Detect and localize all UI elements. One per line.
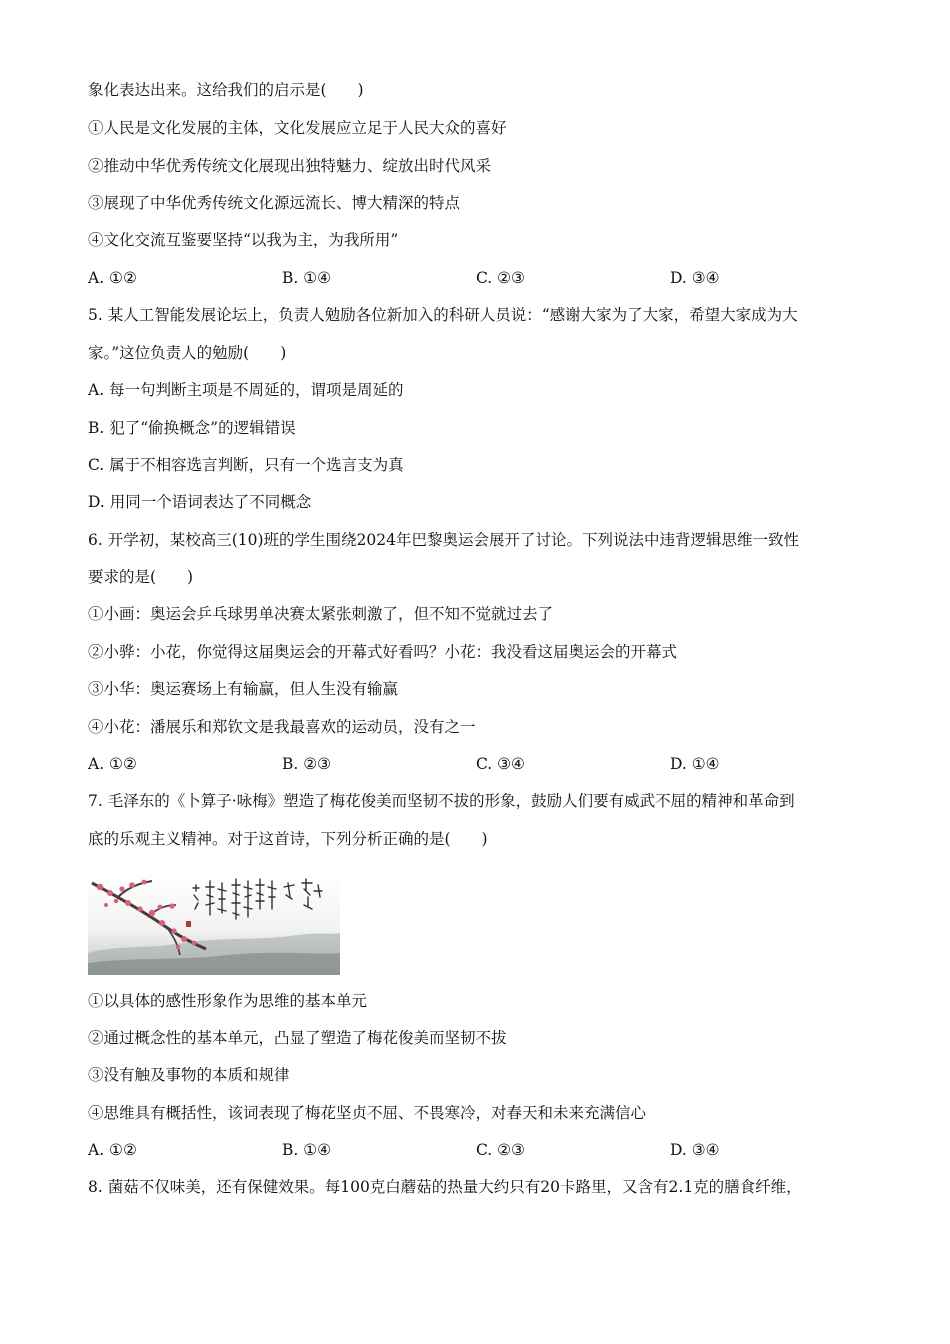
question-6: 6. 开学初，某校高三(10)班的学生围绕2024年巴黎奥运会展开了讨论。下列说法中违背逻辑思维一致性: [88, 531, 799, 549]
text-line: ①人民是文化发展的主体，文化发展应立足于人民大众的喜好: [88, 119, 507, 137]
option-line: B. 犯了“偷换概念”的逻辑错误: [88, 419, 296, 437]
option-c: C. ③④: [476, 755, 525, 773]
option-b: B. ①④: [282, 1141, 332, 1159]
text-line: ①以具体的感性形象作为思维的基本单元: [88, 992, 368, 1010]
option-a: A. ①②: [88, 1141, 137, 1159]
text-line: 家。”这位负责人的勉励( ): [88, 344, 287, 362]
text-line: 底的乐观主义精神。对于这首诗，下列分析正确的是( ): [88, 830, 488, 848]
text-line: ③展现了中华优秀传统文化源远流长、博大精深的特点: [88, 194, 461, 212]
option-c: C. ②③: [476, 269, 525, 287]
answer-options: [88, 1140, 888, 1160]
option-b: B. ②③: [282, 755, 332, 773]
option-d: D. ③④: [670, 269, 720, 287]
question-5: 5. 某人工智能发展论坛上，负责人勉励各位新加入的科研人员说：“感谢大家为了大家，希望大家成为大: [88, 306, 798, 324]
text-line: ③小华：奥运赛场上有输赢，但人生没有输赢: [88, 680, 399, 698]
option-line: C. 属于不相容选言判断，只有一个选言支为真: [88, 456, 404, 474]
text-line: 要求的是( ): [88, 568, 194, 586]
text-line: ③没有触及事物的本质和规律: [88, 1066, 290, 1084]
text-line: ①小画：奥运会乒乓球男单决赛太紧张刺激了，但不知不觉就过去了: [88, 605, 554, 623]
text-line: ②小骅：小花，你觉得这届奥运会的开幕式好看吗？小花：我没看这届奥运会的开幕式: [88, 643, 678, 661]
text-line: ④思维具有概括性，该词表现了梅花坚贞不屈、不畏寒冷，对春天和未来充满信心: [88, 1104, 647, 1122]
option-c: C. ②③: [476, 1141, 525, 1159]
plum-blossom-calligraphy-image: [88, 875, 340, 975]
option-d: D. ①④: [670, 755, 720, 773]
text-line: ④文化交流互鉴要坚持“以我为主，为我所用”: [88, 231, 399, 249]
question-8: 8. 菌菇不仅味美，还有保健效果。每100克白蘑菇的热量大约只有20卡路里，又含有2.1克的膳食纤维，: [88, 1178, 802, 1196]
option-line: A. 每一句判断主项是不周延的，谓项是周延的: [88, 381, 404, 399]
text-line: ②通过概念性的基本单元，凸显了塑造了梅花俊美而坚韧不拔: [88, 1029, 507, 1047]
text-line: 象化表达出来。这给我们的启示是( ): [88, 81, 364, 99]
text-line: ④小花：潘展乐和郑钦文是我最喜欢的运动员，没有之一: [88, 718, 476, 736]
option-b: B. ①④: [282, 269, 332, 287]
answer-options: [88, 268, 888, 288]
option-line: D. 用同一个语词表达了不同概念: [88, 493, 312, 511]
answer-options: [88, 754, 888, 774]
option-d: D. ③④: [670, 1141, 720, 1159]
option-a: A. ①②: [88, 269, 137, 287]
option-a: A. ①②: [88, 755, 137, 773]
question-7: 7. 毛泽东的《卜算子·咏梅》塑造了梅花俊美而坚韧不拔的形象，鼓励人们要有威武不屈的精神和革命到: [88, 792, 795, 810]
text-line: ②推动中华优秀传统文化展现出独特魅力、绽放出时代风采: [88, 157, 492, 175]
